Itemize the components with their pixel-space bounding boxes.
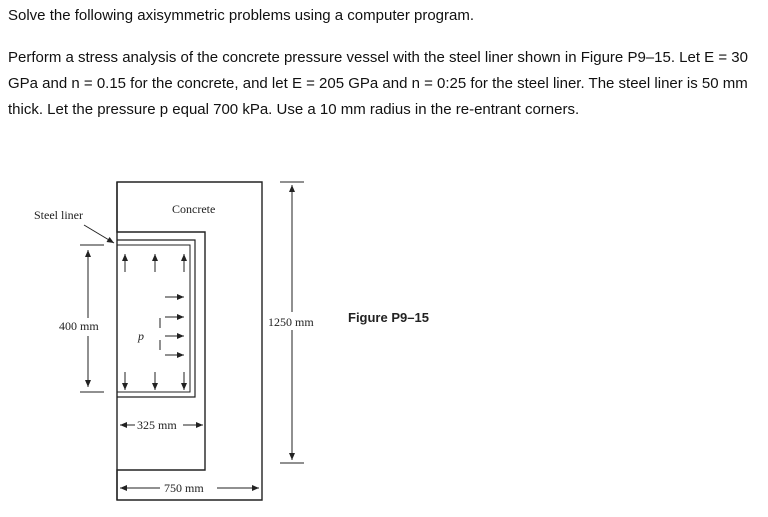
label-400mm: 400 mm [59, 319, 99, 333]
problem-intro: Solve the following axisymmetric problems using a computer program. [8, 7, 475, 24]
pressure-arrows-top [125, 254, 184, 272]
label-steel-liner: Steel liner [34, 208, 83, 222]
label-325mm: 325 mm [137, 418, 177, 432]
figure-caption: Figure P9–15 [348, 310, 429, 325]
pressure-arrows-bottom [125, 372, 184, 390]
label-750mm: 750 mm [164, 481, 204, 495]
steel-liner [117, 240, 195, 397]
label-pressure: p [138, 329, 144, 343]
label-1250mm: 1250 mm [268, 315, 314, 329]
problem-paragraph: Perform a stress analysis of the concrete pressure vessel with the steel liner shown in Figure P9–15. Let E = 30 GPa and n = 0.15 for the concrete, and let E = 205 GPa and n = 0:25 for the steel liner. The steel liner is 50 mm thick. Let the pressure p equal 700 kPa. Use a 10 mm radius in the re-entrant corners. [8, 49, 748, 118]
label-concrete: Concrete [172, 202, 216, 216]
figure-p9-15 [0, 170, 768, 517]
pressure-arrows-side [165, 297, 184, 355]
steel-liner-leader [84, 225, 114, 243]
